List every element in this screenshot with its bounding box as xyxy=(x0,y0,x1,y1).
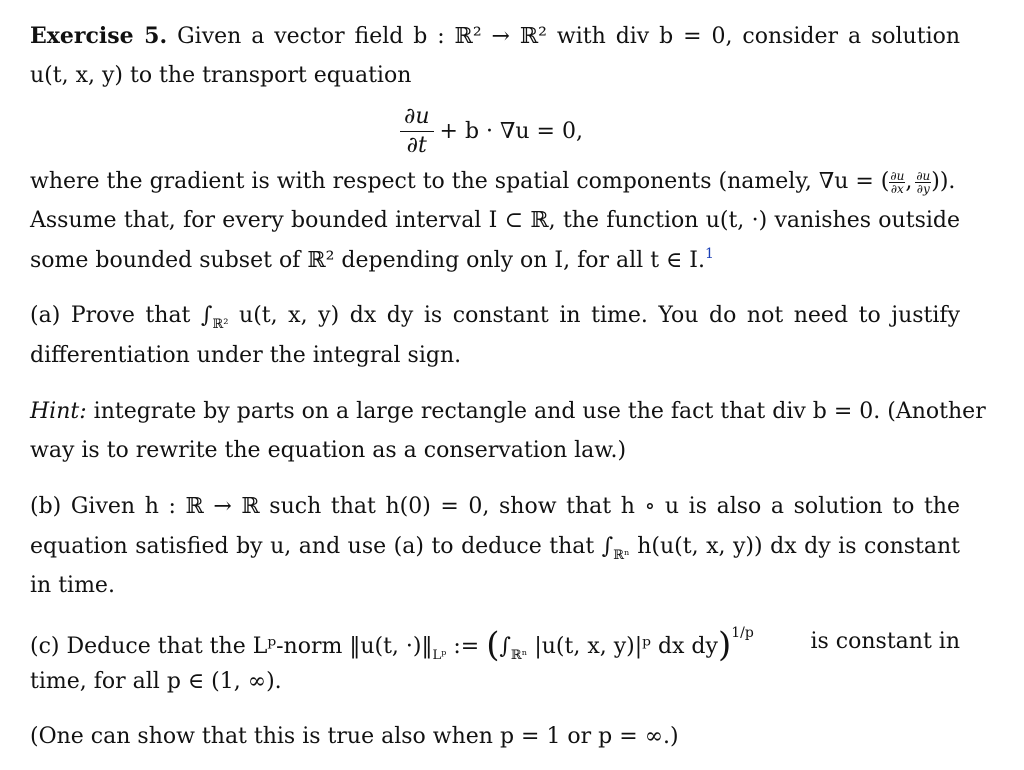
assign-symbol: := xyxy=(446,634,487,659)
transport-equation xyxy=(400,100,583,162)
assume-line-1 xyxy=(30,206,960,236)
part-c-line-1 xyxy=(30,620,960,664)
part-a-line-2 xyxy=(30,341,960,371)
part-a-pre: (a) Prove that ∫ xyxy=(30,303,213,328)
footnote-marker[interactable]: 1 xyxy=(705,246,714,262)
hint-line-2 xyxy=(30,436,960,466)
grad-y-den: ∂y xyxy=(916,181,930,196)
assume-line-2 xyxy=(30,246,960,276)
grad-close: )). xyxy=(931,169,956,194)
intro-line-2 xyxy=(30,61,960,91)
grad-x-num: ∂u xyxy=(890,168,905,183)
integral-sign: ∫ xyxy=(499,634,511,659)
part-c-text-2: time, for all p ∈ (1, ∞). xyxy=(30,669,282,694)
part-b-pre: equation satisfied by u, and use (a) to deduce that ∫ xyxy=(30,534,614,559)
part-b-line-1 xyxy=(30,492,960,522)
part-a-domain: ℝ² xyxy=(212,317,229,332)
integrand: |u(t, x, y)|ᵖ dx dy xyxy=(527,634,718,659)
part-c-pre: (c) Deduce that the Lᵖ-norm ‖u(t, ·)‖ xyxy=(30,634,433,659)
part-b-line-2 xyxy=(30,532,960,562)
hint-text-2: way is to rewrite the equation as a conservation law.) xyxy=(30,438,627,463)
part-a-line-1 xyxy=(30,301,960,331)
time-derivative-fraction xyxy=(400,103,434,160)
where-line xyxy=(30,167,960,197)
grad-x-den: ∂x xyxy=(890,181,904,196)
eq-rest: + b · ∇u = 0, xyxy=(439,118,583,144)
part-b-line-3 xyxy=(30,571,960,601)
part-b-text-3: in time. xyxy=(30,573,115,598)
closing-line xyxy=(30,722,960,752)
part-b-post: h(u(t, x, y)) dx dy is constant xyxy=(637,534,960,559)
part-a-post: u(t, x, y) dx dy is constant in time. You do not need to justify xyxy=(239,303,960,328)
part-c-post: is constant in xyxy=(810,629,960,654)
where-text: where the gradient is with respect to the spatial components (namely, ∇u = ( xyxy=(30,169,890,194)
hint-label: Hint: xyxy=(30,399,87,424)
grad-comma: , xyxy=(905,169,913,194)
assume-text-2: some bounded subset of ℝ² depending only on I, for all t ∈ I. xyxy=(30,248,705,273)
intro-text-2: u(t, x, y) to the transport equation xyxy=(30,63,412,88)
intro-text-1: Given a vector field b : ℝ² → ℝ² with div b = 0, consider a solution xyxy=(177,24,961,49)
eq-numerator: ∂u xyxy=(400,103,434,132)
part-b-text-1: (b) Given h : ℝ → ℝ such that h(0) = 0, show that h ∘ u is also a solution to the xyxy=(30,494,960,519)
eq-denominator: ∂t xyxy=(406,132,427,158)
intro-line-1 xyxy=(30,21,960,51)
open-paren: ( xyxy=(486,625,500,665)
norm-exponent: 1/p xyxy=(731,625,754,641)
norm-subscript: Lᵖ xyxy=(432,648,447,663)
assume-text-1: Assume that, for every bounded interval I ⊂ ℝ, the function u(t, ·) vanishes outside xyxy=(30,208,960,233)
grad-y-num: ∂u xyxy=(916,168,931,183)
part-a-text-2: differentiation under the integral sign. xyxy=(30,343,462,368)
closing-text: (One can show that this is true also when p = 1 or p = ∞.) xyxy=(30,724,679,749)
exercise-heading: Exercise 5. xyxy=(30,23,168,49)
grad-x-fraction xyxy=(889,170,905,195)
hint-text-1: integrate by parts on a large rectangle and use the fact that div b = 0. (Another xyxy=(93,399,986,424)
close-paren: ) xyxy=(717,625,732,665)
part-c-domain: ℝⁿ xyxy=(510,648,528,663)
hint-line-1 xyxy=(30,397,986,427)
part-c-line-2 xyxy=(30,667,960,697)
part-b-domain: ℝⁿ xyxy=(613,548,630,563)
grad-y-fraction xyxy=(915,170,931,195)
